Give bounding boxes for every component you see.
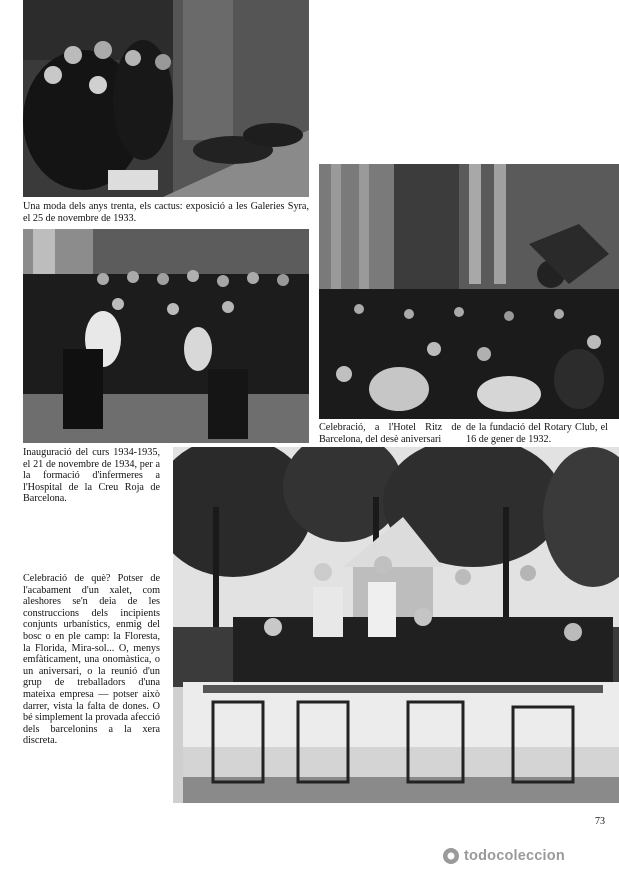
photo-cactus-exhibition xyxy=(23,0,309,197)
page-number: 73 xyxy=(595,816,605,827)
caption-celebracio: Celebració de què? Potser de l'acabament d'un xalet, com aleshores se'n deia de les construccions dels incipients conjunts urbanístics, enmig del bosc o en ple camp: la Floresta, la Florida, Mira-sol... O, menys emfàticament, una onomàstica, o un aniversari, o la reunió d'un grup de treballadors d'una mateixa empresa — potser això darrer, vista la falta de dones. O bé simplement la provada afecció dels barcelonins a la xera discreta. xyxy=(23,573,160,747)
caption-inauguracio: Inauguració del curs 1934-1935, el 21 de novembre de 1934, per a la formació d'infermeres a l'Hospital de la Creu Roja de Barcelona. xyxy=(23,447,160,505)
photo-nurses-inauguration xyxy=(23,229,309,443)
watermark xyxy=(442,847,565,865)
circle-logo-icon xyxy=(442,847,460,865)
photo-outdoor-celebration xyxy=(173,447,619,803)
caption-cactus: Una moda dels anys trenta, els cactus: exposició a les Galeries Syra, el 25 de novembre de 1933. xyxy=(23,201,309,224)
photo-hotel-ritz-rotary xyxy=(319,164,619,419)
caption-ritz-right: de la fundació del Rotary Club, el 16 de gener de 1932. xyxy=(466,422,608,445)
caption-ritz-left: Celebració, a l'Hotel Ritz de Barcelona, del desè aniversari xyxy=(319,422,461,445)
watermark-text: todocoleccion xyxy=(464,848,565,864)
